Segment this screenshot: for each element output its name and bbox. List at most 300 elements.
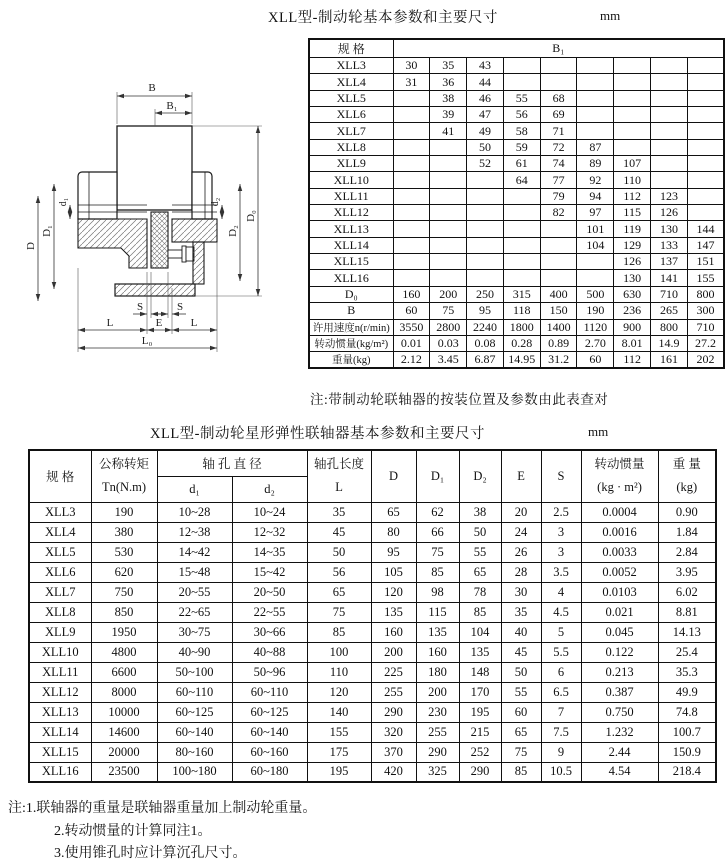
table2-value-cell: 55	[459, 542, 501, 562]
table2-header-inertia	[581, 450, 658, 502]
table2-value-cell: 4800	[91, 642, 157, 662]
table2-header-weight	[658, 450, 716, 502]
table1-spec-row	[309, 123, 724, 139]
table1-b1-value-cell	[540, 237, 577, 253]
table1-param-value-cell: 200	[430, 286, 467, 302]
table2-header-D: D	[371, 450, 416, 502]
table1-b1-value-cell: 36	[430, 74, 467, 90]
table2-value-cell: 105	[371, 562, 416, 582]
table2-value-cell: 0.021	[581, 602, 658, 622]
table2-value-cell: 0.0103	[581, 582, 658, 602]
table1-b1-value-cell	[687, 172, 724, 188]
table2-value-cell: 170	[459, 682, 501, 702]
table2-value-cell: 380	[91, 522, 157, 542]
table2-value-cell: 325	[416, 762, 459, 782]
table1-spec-row	[309, 254, 724, 270]
table2-value-cell: 4.54	[581, 762, 658, 782]
table1-param-value-cell: 60	[577, 352, 614, 369]
table1-param-value-cell: 112	[614, 352, 651, 369]
table2-value-cell: 85	[416, 562, 459, 582]
table2-value-cell: 8000	[91, 682, 157, 702]
table1-b1-value-cell	[393, 221, 430, 237]
coupling-table	[28, 449, 717, 783]
table1-b1-value-cell	[614, 139, 651, 155]
table1-param-value-cell: 2800	[430, 319, 467, 335]
table1-b1-value-cell	[430, 139, 467, 155]
table2-value-cell: 1.84	[658, 522, 716, 542]
table2-value-cell: 1950	[91, 622, 157, 642]
inertia-header-line2: (kg · m²)	[597, 480, 642, 495]
table2-value-cell: 60~125	[157, 702, 232, 722]
table2-value-cell: 0.213	[581, 662, 658, 682]
table2-unit-label: mm	[588, 424, 609, 439]
table2-value-cell: 195	[459, 702, 501, 722]
table1-b1-value-cell: 101	[577, 221, 614, 237]
table2-row	[29, 642, 716, 662]
table1-b1-value-cell: 56	[503, 107, 540, 123]
table2-value-cell: 252	[459, 742, 501, 762]
table2-value-cell: 290	[459, 762, 501, 782]
table1-spec-cell: XLL12	[309, 205, 393, 221]
table1-param-value-cell: 6.87	[467, 352, 504, 369]
table1-param-value-cell: 3550	[393, 319, 430, 335]
table1-param-value-cell: 27.2	[687, 335, 724, 351]
table2-value-cell: 12~32	[232, 522, 307, 542]
table2-value-cell: 10.5	[541, 762, 581, 782]
table2-value-cell: 22~65	[157, 602, 232, 622]
table2-value-cell: 115	[416, 602, 459, 622]
table1-b1-value-cell	[540, 58, 577, 74]
table1-b1-value-cell	[687, 188, 724, 204]
table2-value-cell: 50~96	[232, 662, 307, 682]
table2-value-cell: 60~160	[232, 742, 307, 762]
elastic-spider-section	[151, 212, 168, 268]
table1-spec-cell: XLL10	[309, 172, 393, 188]
table1-b1-value-cell: 151	[687, 254, 724, 270]
table1-param-label-cell: D₀	[309, 286, 393, 302]
table2-value-cell: 14.13	[658, 622, 716, 642]
table1-b1-value-cell	[393, 90, 430, 106]
table1-b1-value-cell	[540, 221, 577, 237]
table2-value-cell: 135	[459, 642, 501, 662]
table1-b1-value-cell: 46	[467, 90, 504, 106]
table2-value-cell: 4	[541, 582, 581, 602]
table1-b1-value-cell	[503, 237, 540, 253]
table2-value-cell: 9	[541, 742, 581, 762]
table2-value-cell: 15~42	[232, 562, 307, 582]
table1-b1-value-cell	[467, 205, 504, 221]
table2-value-cell: 0.750	[581, 702, 658, 722]
table1-b1-value-cell: 115	[614, 205, 651, 221]
table1-b1-value-cell	[651, 74, 688, 90]
table1-b1-value-cell	[430, 172, 467, 188]
table2-header-bore: 轴 孔 直 径	[157, 450, 307, 476]
table2-value-cell: 290	[371, 702, 416, 722]
table1-b1-value-cell	[577, 90, 614, 106]
table2-spec-cell: XLL4	[29, 522, 91, 542]
table2-value-cell: 40~88	[232, 642, 307, 662]
table1-spec-row	[309, 205, 724, 221]
table2-value-cell: 290	[416, 742, 459, 762]
table1-b1-value-cell: 126	[614, 254, 651, 270]
table1-b1-value-cell: 89	[577, 156, 614, 172]
table1-b1-value-cell	[393, 205, 430, 221]
table2-value-cell: 850	[91, 602, 157, 622]
table1-param-value-cell: 2240	[467, 319, 504, 335]
table2-title: XLL型-制动轮星形弹性联轴器基本参数和主要尺寸	[150, 426, 486, 442]
table1-b1-value-cell: 119	[614, 221, 651, 237]
table1-b1-value-cell: 69	[540, 107, 577, 123]
table1-b1-value-cell: 31	[393, 74, 430, 90]
table1-param-value-cell: 630	[614, 286, 651, 302]
table1-b1-value-cell: 50	[467, 139, 504, 155]
table1-b1-value-cell: 155	[687, 270, 724, 286]
table2-value-cell: 50	[501, 662, 541, 682]
table1-b1-value-cell	[430, 156, 467, 172]
table1-param-value-cell: 1400	[540, 319, 577, 335]
table2-value-cell: 255	[416, 722, 459, 742]
table1-b1-value-cell	[687, 205, 724, 221]
table1-b1-value-cell: 61	[503, 156, 540, 172]
length-header-line2: L	[335, 480, 343, 495]
table1-b1-value-cell	[687, 123, 724, 139]
table1-spec-row	[309, 270, 724, 286]
table1-b1-value-cell	[651, 90, 688, 106]
table1-b1-value-cell: 141	[651, 270, 688, 286]
table1-b1-value-cell	[393, 172, 430, 188]
table1-b1-value-cell: 39	[430, 107, 467, 123]
table1-b1-value-cell	[393, 123, 430, 139]
table2-value-cell: 26	[501, 542, 541, 562]
brake-wheel-table	[308, 38, 725, 369]
table1-note: 注:带制动轮联轴器的按装位置及参数由此表查对	[310, 392, 609, 407]
table1-param-value-cell: 14.9	[651, 335, 688, 351]
table1-b1-value-cell: 110	[614, 172, 651, 188]
table1-b1-value-cell	[540, 270, 577, 286]
torque-header-line1: 公称转矩	[98, 457, 149, 472]
table2-spec-cell: XLL15	[29, 742, 91, 762]
table2-value-cell: 0.045	[581, 622, 658, 642]
table2-value-cell: 6.5	[541, 682, 581, 702]
table2-value-cell: 60~110	[157, 682, 232, 702]
table1-b1-value-cell	[687, 58, 724, 74]
table2-row	[29, 582, 716, 602]
table1-b1-value-cell	[651, 156, 688, 172]
table2-row	[29, 562, 716, 582]
table1-param-value-cell: 60	[393, 303, 430, 319]
table1-b1-value-cell	[651, 172, 688, 188]
table1-param-value-cell: 0.03	[430, 335, 467, 351]
table1-b1-value-cell	[503, 205, 540, 221]
table2-value-cell: 218.4	[658, 762, 716, 782]
table1-b1-value-cell	[467, 188, 504, 204]
table2-value-cell: 14~42	[157, 542, 232, 562]
table2-row	[29, 502, 716, 522]
brake-rim-top	[117, 126, 192, 210]
table1-b1-value-cell	[430, 221, 467, 237]
table2-value-cell: 200	[416, 682, 459, 702]
table1-b1-value-cell	[540, 254, 577, 270]
table2-row	[29, 702, 716, 722]
table2-value-cell: 74.8	[658, 702, 716, 722]
table2-value-cell: 620	[91, 562, 157, 582]
dim-label-L-right: L	[190, 317, 198, 329]
table2-value-cell: 98	[416, 582, 459, 602]
table1-b1-value-cell	[467, 172, 504, 188]
table2-value-cell: 190	[91, 502, 157, 522]
table1-b1-value-cell: 49	[467, 123, 504, 139]
table2-value-cell: 40~90	[157, 642, 232, 662]
table2-value-cell: 49.9	[658, 682, 716, 702]
table1-spec-cell: XLL5	[309, 90, 393, 106]
table1-param-value-cell: 1800	[503, 319, 540, 335]
table2-value-cell: 85	[501, 762, 541, 782]
table1-b1-value-cell: 30	[393, 58, 430, 74]
table2-header-S: S	[541, 450, 581, 502]
table1-b1-value-cell	[577, 270, 614, 286]
table2-value-cell: 50	[459, 522, 501, 542]
table1-b1-value-cell	[393, 270, 430, 286]
table2-row	[29, 622, 716, 642]
table1-b1-value-cell	[467, 237, 504, 253]
table2-value-cell: 45	[501, 642, 541, 662]
table1-b1-value-cell	[430, 237, 467, 253]
table2-value-cell: 120	[371, 582, 416, 602]
table1-param-value-cell: 202	[687, 352, 724, 369]
table1-spec-cell: XLL15	[309, 254, 393, 270]
dim-label-D2: D₂	[227, 225, 239, 237]
dim-label-S-right: S	[176, 301, 184, 313]
table1-b1-value-cell	[503, 74, 540, 90]
table2-header-D2: D₂	[459, 450, 501, 502]
table1-b1-value-cell: 107	[614, 156, 651, 172]
table2-value-cell: 135	[371, 602, 416, 622]
table1-param-label-cell: 转动惯量(kg/m²)	[309, 335, 393, 351]
table1-param-row	[309, 335, 724, 351]
table1-spec-row	[309, 58, 724, 74]
table1-param-value-cell: 150	[540, 303, 577, 319]
table1-b1-value-cell	[577, 107, 614, 123]
table2-spec-cell: XLL5	[29, 542, 91, 562]
table2-header-E: E	[501, 450, 541, 502]
table2-spec-cell: XLL13	[29, 702, 91, 722]
dim-label-S-left: S	[136, 301, 144, 313]
table2-value-cell: 135	[416, 622, 459, 642]
table1-b1-value-cell	[503, 270, 540, 286]
table2-value-cell: 155	[307, 722, 371, 742]
table1-param-value-cell: 400	[540, 286, 577, 302]
footnote-line-2: 2.转动惯量的计算同注1。	[54, 823, 212, 839]
footnote-line-3: 3.使用锥孔时应计算沉孔尺寸。	[54, 846, 247, 861]
table1-b1-value-cell: 64	[503, 172, 540, 188]
table2-value-cell: 370	[371, 742, 416, 762]
table1-b1-value-cell	[393, 107, 430, 123]
table1-b1-value-cell: 126	[651, 205, 688, 221]
table1-b1-value-cell	[503, 58, 540, 74]
table2-value-cell: 140	[307, 702, 371, 722]
table2-value-cell: 2.84	[658, 542, 716, 562]
table2-value-cell: 40	[501, 622, 541, 642]
table1-b1-value-cell: 77	[540, 172, 577, 188]
dim-label-B: B	[148, 82, 156, 94]
table1-b1-value-cell	[687, 139, 724, 155]
table2-value-cell: 60~125	[232, 702, 307, 722]
table2-value-cell: 10~24	[232, 502, 307, 522]
table1-b1-value-cell: 41	[430, 123, 467, 139]
table2-value-cell: 50~100	[157, 662, 232, 682]
table1-b1-value-cell: 79	[540, 188, 577, 204]
table1-b1-value-cell: 43	[467, 58, 504, 74]
table2-value-cell: 6600	[91, 662, 157, 682]
table2-value-cell: 75	[416, 542, 459, 562]
table2-header-torque	[91, 450, 157, 502]
table2-value-cell: 2.5	[541, 502, 581, 522]
table1-b1-value-cell: 74	[540, 156, 577, 172]
table1-spec-cell: XLL11	[309, 188, 393, 204]
table1-b1-value-cell	[651, 107, 688, 123]
table2-spec-cell: XLL8	[29, 602, 91, 622]
table1-spec-row	[309, 221, 724, 237]
table1-param-value-cell: 236	[614, 303, 651, 319]
table2-spec-cell: XLL9	[29, 622, 91, 642]
table1-b1-value-cell: 38	[430, 90, 467, 106]
table2-value-cell: 100~180	[157, 762, 232, 782]
table2-value-cell: 2.44	[581, 742, 658, 762]
table1-b1-value-cell	[614, 90, 651, 106]
table1-param-row	[309, 286, 724, 302]
table1-b1-value-cell	[577, 58, 614, 74]
table1-param-value-cell: 500	[577, 286, 614, 302]
table1-param-value-cell: 31.2	[540, 352, 577, 369]
table1-param-row	[309, 303, 724, 319]
table1-param-value-cell: 900	[614, 319, 651, 335]
table2-value-cell: 15~48	[157, 562, 232, 582]
table1-spec-row	[309, 172, 724, 188]
table1-b1-value-cell	[577, 123, 614, 139]
table2-value-cell: 6	[541, 662, 581, 682]
table2-value-cell: 200	[371, 642, 416, 662]
table1-spec-row	[309, 107, 724, 123]
table1-b1-value-cell: 35	[430, 58, 467, 74]
table2-spec-cell: XLL16	[29, 762, 91, 782]
table1-spec-row	[309, 156, 724, 172]
table1-param-value-cell: 190	[577, 303, 614, 319]
table1-param-value-cell: 250	[467, 286, 504, 302]
table2-value-cell: 225	[371, 662, 416, 682]
table2-value-cell: 100.7	[658, 722, 716, 742]
table2-spec-cell: XLL6	[29, 562, 91, 582]
table1-spec-cell: XLL8	[309, 139, 393, 155]
table2-value-cell: 255	[371, 682, 416, 702]
table2-header-spec: 规 格	[29, 450, 91, 502]
table2-value-cell: 175	[307, 742, 371, 762]
table1-b1-value-cell	[393, 188, 430, 204]
table2-value-cell: 4.5	[541, 602, 581, 622]
table1-b1-value-cell	[540, 74, 577, 90]
table1-b1-value-cell: 44	[467, 74, 504, 90]
table2-value-cell: 215	[459, 722, 501, 742]
table1-param-row	[309, 352, 724, 369]
table1-b1-value-cell: 123	[651, 188, 688, 204]
table2-value-cell: 38	[459, 502, 501, 522]
table1-param-value-cell: 160	[393, 286, 430, 302]
table2-value-cell: 14~35	[232, 542, 307, 562]
dim-label-d1: d₁	[58, 197, 69, 207]
table2-value-cell: 55	[501, 682, 541, 702]
table2-value-cell: 30	[501, 582, 541, 602]
table2-value-cell: 7	[541, 702, 581, 722]
table1-b1-value-cell	[503, 221, 540, 237]
table1-b1-value-cell	[393, 254, 430, 270]
table2-value-cell: 14600	[91, 722, 157, 742]
footnote-line-1: 注:1.联轴器的重量是联轴器重量加上制动轮重量。	[8, 801, 317, 816]
table1-b1-value-cell: 104	[577, 237, 614, 253]
table1-b1-value-cell	[393, 139, 430, 155]
table2-value-cell: 3	[541, 542, 581, 562]
table2-value-cell: 60~140	[232, 722, 307, 742]
table2-value-cell: 104	[459, 622, 501, 642]
table2-value-cell: 30~75	[157, 622, 232, 642]
table1-b1-value-cell	[687, 74, 724, 90]
table2-value-cell: 12~38	[157, 522, 232, 542]
table2-header-d2: d₂	[232, 476, 307, 502]
table2-value-cell: 20000	[91, 742, 157, 762]
table2-value-cell: 28	[501, 562, 541, 582]
table2-spec-cell: XLL14	[29, 722, 91, 742]
table2-value-cell: 320	[371, 722, 416, 742]
table2-value-cell: 750	[91, 582, 157, 602]
table2-value-cell: 75	[307, 602, 371, 622]
table1-b1-value-cell: 55	[503, 90, 540, 106]
table1-b1-value-cell: 130	[614, 270, 651, 286]
table2-value-cell: 65	[371, 502, 416, 522]
table2-value-cell: 60	[501, 702, 541, 722]
brake-rim-bottom	[115, 284, 195, 296]
left-hub-section	[78, 219, 147, 268]
table1-param-value-cell: 14.95	[503, 352, 540, 369]
table2-value-cell: 60~180	[232, 762, 307, 782]
table2-header-length	[307, 450, 371, 502]
table1-param-value-cell: 75	[430, 303, 467, 319]
table1-param-value-cell: 95	[467, 303, 504, 319]
table1-param-value-cell: 118	[503, 303, 540, 319]
table2-value-cell: 25.4	[658, 642, 716, 662]
table2-value-cell: 8.81	[658, 602, 716, 622]
table2-value-cell: 23500	[91, 762, 157, 782]
table2-row	[29, 602, 716, 622]
table1-spec-header: 规 格	[309, 39, 393, 58]
dim-label-D1: D₁	[41, 225, 53, 237]
table2-value-cell: 75	[501, 742, 541, 762]
table1-title: XLL型-制动轮基本参数和主要尺寸	[268, 10, 499, 26]
table1-unit-label: mm	[600, 8, 621, 23]
table1-spec-cell: XLL4	[309, 74, 393, 90]
table1-b1-value-cell	[503, 254, 540, 270]
table2-value-cell: 0.0004	[581, 502, 658, 522]
weight-header-line2: (kg)	[676, 480, 698, 495]
table2-header-D1: D₁	[416, 450, 459, 502]
table2-value-cell: 195	[307, 762, 371, 782]
table2-value-cell: 120	[307, 682, 371, 702]
table1-param-value-cell: 710	[651, 286, 688, 302]
table2-value-cell: 20	[501, 502, 541, 522]
table2-spec-cell: XLL11	[29, 662, 91, 682]
table1-b1-value-cell	[651, 123, 688, 139]
table1-b1-value-cell	[430, 205, 467, 221]
table2-value-cell: 5	[541, 622, 581, 642]
table2-value-cell: 30~66	[232, 622, 307, 642]
table1-b1-value-cell: 133	[651, 237, 688, 253]
